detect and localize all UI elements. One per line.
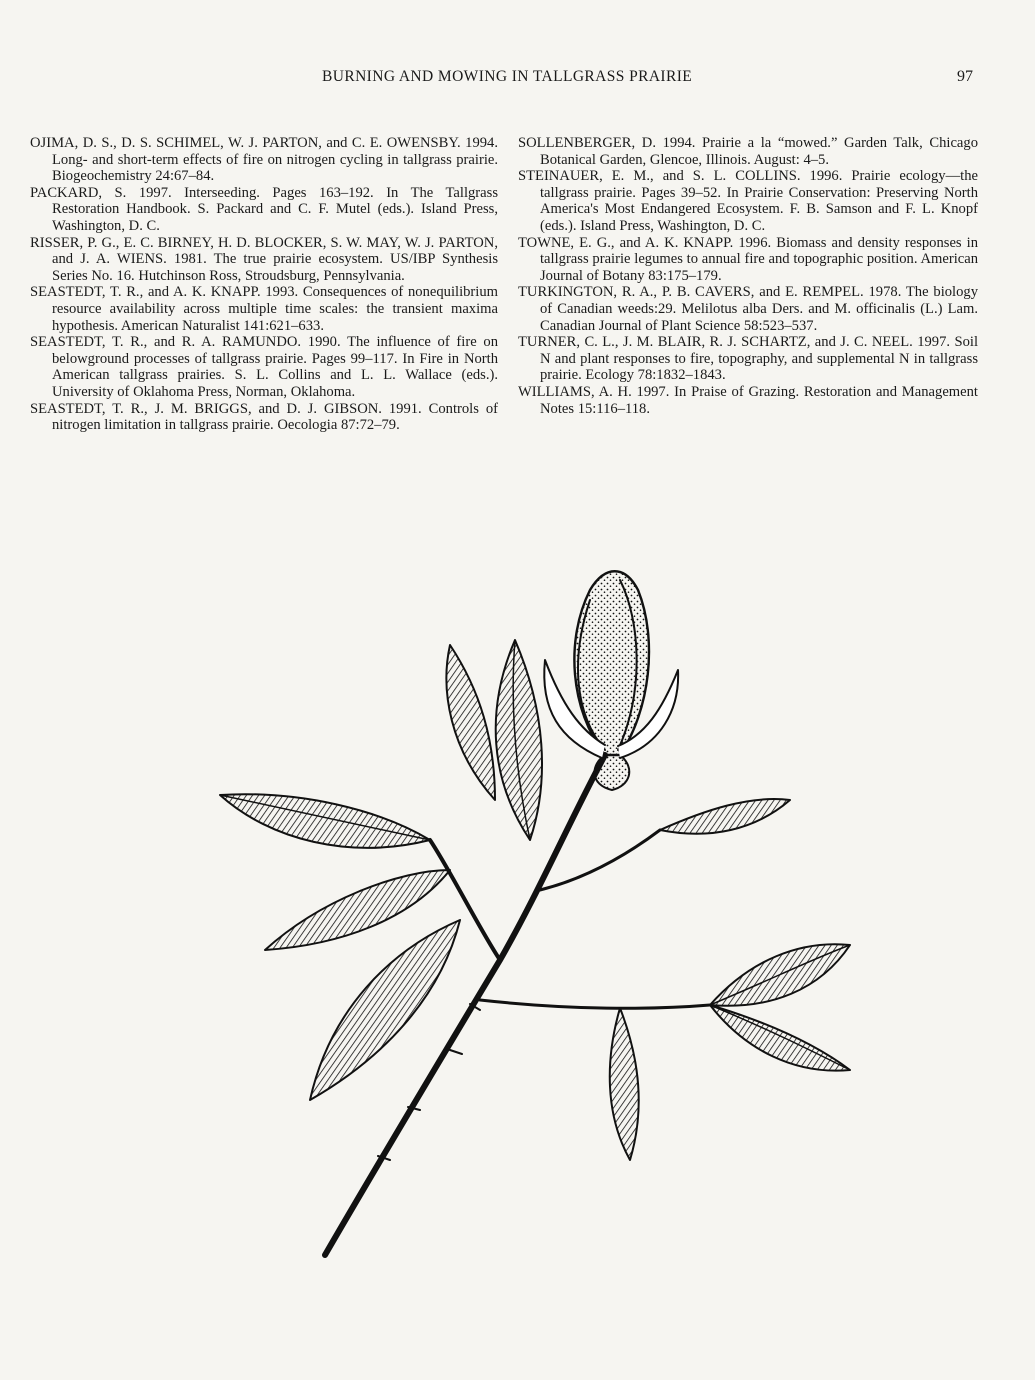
leaf — [610, 1008, 639, 1160]
leaf — [710, 1005, 850, 1071]
reference-entry: SEASTEDT, T. R., J. M. BRIGGS, and D. J. GIBSON. 1991. Controls of nitrogen limitation in tallgrass prairie. Oecologia 87:72–79. — [30, 400, 498, 434]
page-number: 97 — [957, 68, 973, 85]
leaf — [496, 640, 542, 840]
reference-entry: PACKARD, S. 1997. Interseeding. Pages 163–192. In The Tallgrass Restoration Handbook. S. Packard and C. F. Mutel (eds.). Island Press, Washington, D. C. — [30, 184, 498, 234]
leaf — [310, 920, 460, 1100]
rose-bud-branch-illustration — [150, 540, 890, 1300]
reference-entry: TOWNE, E. G., and A. K. KNAPP. 1996. Biomass and density responses in tallgrass prairie legumes to annual fire and topographic position. American Journal of Botany 83:175–179. — [518, 234, 978, 284]
reference-entry: SEASTEDT, T. R., and R. A. RAMUNDO. 1990. The influence of fire on belowground processes of tallgrass prairie. Pages 99–117. In Fire in North American tallgrass prairies. S. L. Collins and L. L. Wallace (eds.). University of Oklahoma Press, Norman, Oklahoma. — [30, 334, 498, 400]
page-header — [0, 68, 1035, 92]
references-left-column — [30, 135, 498, 434]
reference-entry: SOLLENBERGER, D. 1994. Prairie a la “mowed.” Garden Talk, Chicago Botanical Garden, Glencoe, Illinois. August: 4–5. — [518, 135, 978, 168]
reference-entry: SEASTEDT, T. R., and A. K. KNAPP. 1993. Consequences of nonequilibrium resource availability across multiple time scales: the transient maxima hypothesis. American Naturalist 141:621–633. — [30, 284, 498, 334]
rose-bud — [574, 571, 649, 755]
leaf — [660, 799, 790, 834]
reference-entry: OJIMA, D. S., D. S. SCHIMEL, W. J. PARTON, and C. E. OWENSBY. 1994. Long- and short-term effects of fire on nitrogen cycling in tallgrass prairie. Biogeochemistry 24:67–84. — [30, 135, 498, 185]
reference-entry: WILLIAMS, A. H. 1997. In Praise of Grazing. Restoration and Management Notes 15:116–118. — [518, 383, 978, 417]
reference-entry: RISSER, P. G., E. C. BIRNEY, H. D. BLOCKER, S. W. MAY, W. J. PARTON, and J. A. WIENS. 1981. The true prairie ecosystem. US/IBP Synthesis Series No. 16. Hutchinson Ross, Stroudsburg, Pennsylvania. — [30, 234, 498, 284]
leaf — [446, 645, 495, 800]
reference-entry: STEINAUER, E. M., and S. L. COLLINS. 1996. Prairie ecology—the tallgrass prairie. Pages 39–52. In Prairie Conservation: Preserving North America's Most Endangered Ecosystem. F. B. Samson and F. L. Knopf (eds.). Island Press, Washington, D. C. — [518, 168, 978, 234]
reference-entry: TURKINGTON, R. A., P. B. CAVERS, and E. REMPEL. 1978. The biology of Canadian weeds:29. Melilotus alba Ders. and M. officinalis (L.) Lam. Canadian Journal of Plant Science 58:523–537. — [518, 284, 978, 334]
references-right-column — [518, 135, 978, 417]
leaf — [265, 870, 450, 950]
running-title: BURNING AND MOWING IN TALLGRASS PRAIRIE — [322, 68, 693, 85]
reference-entry: TURNER, C. L., J. M. BLAIR, R. J. SCHARTZ, and J. C. NEEL. 1997. Soil N and plant responses to fire, topography, and supplemental N in tallgrass prairie. Ecology 78:1832–1843. — [518, 334, 978, 384]
